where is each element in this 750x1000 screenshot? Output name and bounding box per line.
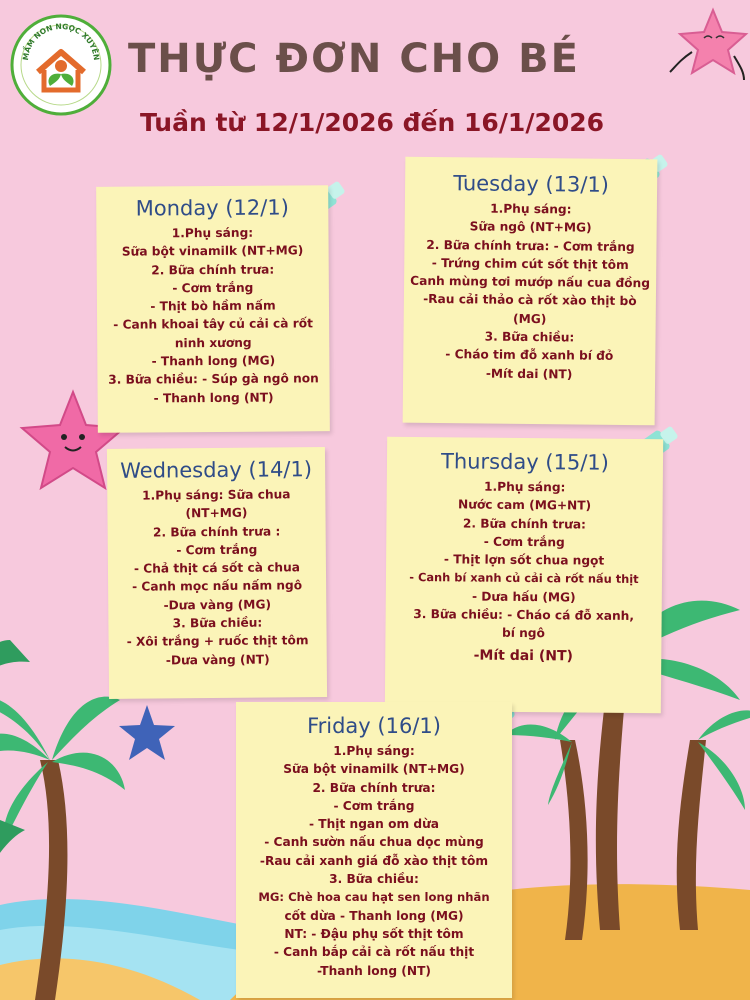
menu-line: Sữa bột vinamilk (NT+MG) [121, 243, 304, 259]
menu-line: -Dưa vàng (NT) [165, 652, 270, 668]
week-subtitle: Tuần từ 12/1/2026 đến 16/1/2026 [140, 108, 605, 137]
menu-line: -Rau cải xanh giá đỗ xào thịt tôm [259, 853, 489, 868]
menu-line: 2. Bữa chính trưa: - Cơm trắng [426, 237, 635, 254]
menu-line: - Thịt bò hầm nấm [150, 298, 276, 314]
menu-line: 2. Bữa chính trưa: [462, 516, 587, 532]
menu-line: -Mít dai (NT) [485, 366, 573, 382]
menu-line: - Canh bí xanh củ cải cà rốt nấu thịt [409, 570, 639, 587]
menu-line: NT: - Đậu phụ sốt thịt tôm [284, 926, 464, 941]
menu-line: cốt dừa - Thanh long (MG) [284, 908, 464, 923]
menu-line: Sữa bột vinamilk (NT+MG) [283, 762, 465, 777]
menu-line: 1.Phụ sáng: [484, 479, 566, 495]
day-title: Thursday (15/1) [440, 449, 610, 475]
logo-school-name: MẦM NON NGỌC XUYÊN [20, 21, 102, 61]
menu-line: 1.Phụ sáng: [171, 225, 254, 241]
menu-line: - Canh bắp cải cà rốt nấu thịt [273, 945, 475, 960]
day-title: Tuesday (13/1) [453, 171, 610, 197]
menu-line: - Chả thịt cá sốt cà chua [133, 560, 301, 576]
menu-line: - Thanh long (NT) [153, 390, 274, 406]
menu-line: - Canh mọc nấu nấm ngô [132, 578, 303, 595]
menu-line: 2. Bữa chính trưa: [151, 262, 275, 278]
menu-line: 2. Bữa chính trưa : [152, 524, 281, 540]
menu-line: - Cơm trắng [176, 542, 258, 558]
menu-line: MG: Chè hoa cau hạt sen long nhãn [258, 890, 490, 905]
menu-line: -Mít dai (NT) [473, 647, 574, 665]
menu-line: - Cơm trắng [172, 280, 254, 296]
menu-line: - Thịt lợn sốt chua ngọt [443, 552, 605, 568]
menu-line: 3. Bữa chiều: [172, 615, 263, 631]
day-title: Monday (12/1) [135, 195, 289, 221]
menu-line: 2. Bữa chính trưa: [312, 780, 436, 795]
menu-line: 3. Bữa chiều: - Súp gà ngô non [108, 371, 319, 388]
menu-line: - Xôi trắng + ruốc thịt tôm [126, 633, 309, 650]
menu-line: 1.Phụ sáng: [333, 744, 415, 758]
menu-line: - Cháo tim đỗ xanh bí đỏ [445, 347, 614, 364]
menu-line: Canh mùng tơi mướp nấu cua đồng [410, 273, 651, 291]
menu-card-friday [236, 702, 512, 998]
menu-card-tuesday [403, 157, 658, 426]
menu-line: -Dưa vàng (MG) [163, 597, 272, 613]
menu-card-monday [96, 185, 330, 433]
menu-line: - Dưa hấu (MG) [471, 589, 576, 605]
menu-card-wednesday [107, 447, 327, 699]
day-title: Friday (16/1) [307, 714, 441, 738]
menu-line: - Cơm trắng [483, 534, 565, 550]
menu-line: - Thịt ngan om dừa [308, 817, 440, 832]
menu-line: - Trứng chim cút sốt thịt tôm [431, 255, 629, 272]
menu-line: - Thanh long (MG) [151, 353, 276, 369]
menu-line: (NT+MG) [185, 506, 248, 521]
menu-line: (MG) [512, 311, 547, 326]
menu-line: ninh xương [174, 335, 252, 351]
menu-line: Nước cam (MG+NT) [457, 497, 592, 513]
menu-line: 3. Bữa chiều: [484, 329, 575, 345]
page-title: THỰC ĐƠN CHO BÉ [128, 36, 580, 82]
menu-card-thursday [385, 437, 663, 713]
menu-line: - Canh khoai tây củ cải cà rốt [113, 316, 313, 333]
day-title: Wednesday (14/1) [120, 457, 313, 483]
menu-line: 1.Phụ sáng: [490, 201, 572, 217]
menu-line: -Rau cải thảo cà rốt xào thịt bò [423, 292, 637, 309]
menu-line: 1.Phụ sáng: Sữa chua [142, 487, 291, 503]
menu-line: -Thanh long (NT) [317, 963, 431, 978]
menu-line: bí ngô [501, 626, 546, 641]
menu-line: - Canh sườn nấu chua dọc mùng [264, 835, 484, 850]
menu-line: - Cơm trắng [333, 798, 415, 813]
school-logo [10, 14, 112, 116]
menu-line: 3. Bữa chiều: - Cháo cá đỗ xanh, [413, 607, 635, 624]
menu-line: 3. Bữa chiều: [329, 872, 419, 887]
menu-line: Sữa ngô (NT+MG) [469, 219, 592, 235]
